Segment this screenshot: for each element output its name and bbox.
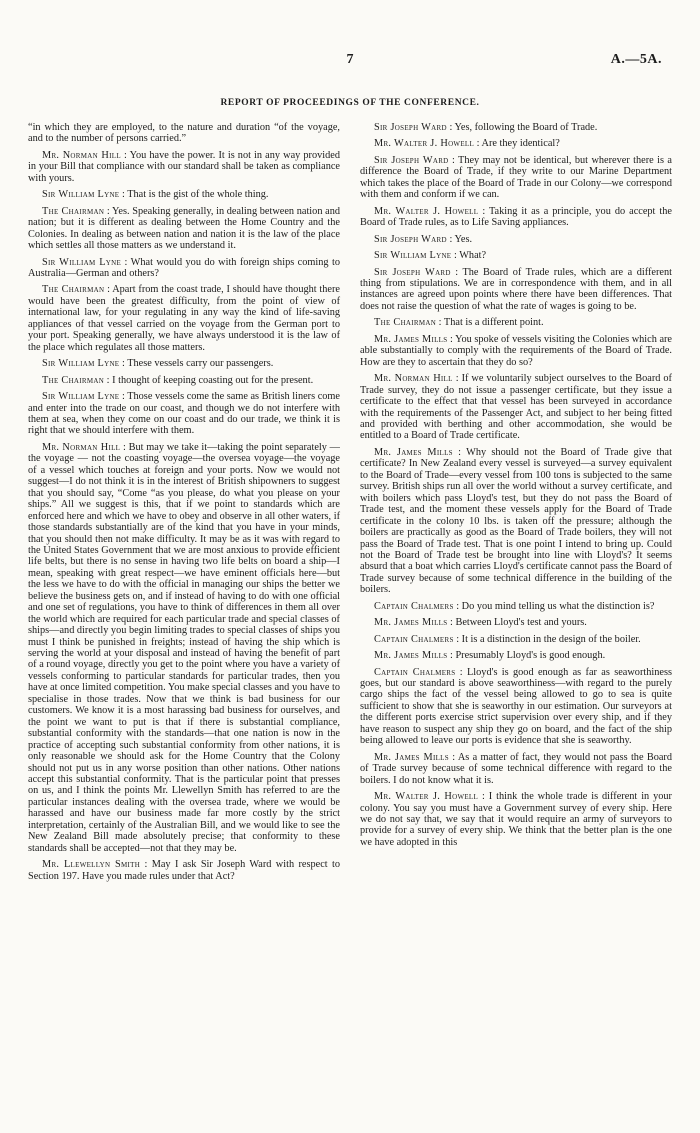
speaker-name: Mr. Walter J. Howell <box>374 791 479 803</box>
speaker-name: Sir William Lyne <box>42 358 120 370</box>
speaker-name: The Chairman <box>42 205 105 217</box>
speech-paragraph: Mr. Norman Hill : If we voluntarily subject ourselves to the Board of Trade survey, they do not issue a passenger certificate, but they issue a certificate to the effect that that vessel has been surveyed in accordance with the requirements of the Passenger Act, and subject to her being fitted and provided with berthing and other accommodation, she would be entitled to a Board of Trade certificate. <box>360 373 672 442</box>
speaker-name: Captain Chalmers <box>374 666 456 678</box>
text-columns <box>0 108 700 887</box>
speech-paragraph: “in which they are employed, to the nature and duration “of the voyage, and to the number of persons carried.” <box>28 122 340 145</box>
speech-paragraph: Mr. Walter J. Howell : Are they identical? <box>374 138 560 150</box>
speech-paragraph: The Chairman : I thought of keeping coasting out for the present. <box>42 374 314 386</box>
speaker-name: Captain Chalmers <box>374 633 454 645</box>
speech-paragraph: Mr. James Mills : As a matter of fact, they would not pass the Board of Trade survey because of some technical difference with regard to the boilers. I do not know what it is. <box>360 751 672 786</box>
speech-paragraph: Mr. Walter J. Howell : Taking it as a principle, you do accept the Board of Trade rules, as to Life Saving appliances. <box>360 205 672 229</box>
speech-paragraph: Mr. Norman Hill : You have the power. It is not in any way provided in your Bill that compliance with our standard shall be taken as compliance with yours. <box>28 149 340 184</box>
speaker-name: Mr. James Mills <box>374 650 448 662</box>
speaker-name: The Chairman <box>42 374 105 386</box>
speech-paragraph: Sir Joseph Ward : They may not be identical, but wherever there is a difference the Board of Trade, if they write to our Marine Department which takes the place of the Board of Trade in our Colony—we correspond with them and conform if we can. <box>360 154 672 201</box>
page-number: 7 <box>346 52 354 67</box>
speaker-name: The Chairman <box>374 317 437 329</box>
speech-paragraph: Sir William Lyne : What would you do with foreign ships coming to Australia—German and others? <box>28 256 340 279</box>
speech-paragraph: Captain Chalmers : Lloyd's is good enough as far as seaworthiness goes, but our standard is above seaworthiness—with regard to the purely cargo ships the fact of the vessel being allowed to go to sea is quite sufficient to show that she is seaworthy in our estimation. Our surveyors at the different ports exercise strict supervision over every ship, and if they have reason to suspect any ship they go on board, and the fact of the ship being allowed to leave our ports is evidence that she is seaworthy. <box>360 666 672 747</box>
speech-paragraph: Sir Joseph Ward : Yes, following the Board of Trade. <box>374 122 598 133</box>
speech-paragraph: The Chairman : Apart from the coast trade, I should have thought there would have been the greatest difficulty, from the point of view of international law, for your regulating in any way the kind of life-saving appliances of that vessel carried on the voyage from the German port to your port. Speaking generally, we have always understood it is the law of the place which regulates all those matters. <box>28 284 340 353</box>
column-right <box>360 122 672 887</box>
speaker-name: Mr. Llewellyn Smith <box>42 859 141 871</box>
speech-paragraph: Captain Chalmers : It is a distinction in the design of the boiler. <box>374 633 641 645</box>
speaker-name: Mr. James Mills <box>374 617 448 629</box>
column-left <box>28 122 340 887</box>
speaker-name: Sir Joseph Ward <box>374 154 449 166</box>
speaker-name: Sir William Lyne <box>42 189 120 201</box>
speech-paragraph: Mr. James Mills : Why should not the Board of Trade give that certificate? In New Zealand every vessel is surveyed—a survey equivalent to the Board of Trade—every vessel from 100 tons is subjected to the same survey. British ships run all over the world without a survey certificate, and with boilers which pass Lloyd's test, but they do not pass the Board of Trade test, and the moment these vessels apply for the Board of Trade certificate in the colony 10 lbs. is taken off the pressure; although the boilers are practically as good as the Board of Trade boilers, they will not pass the Board of Trade test. That is one point I intend to bring up. Could not the Board of Trade test be brought into line with Lloyd's? It seems absurd that a boat which carries Lloyd's certificate cannot pass the Board of Trade survey because of some technical difference in the building of the boilers. <box>360 446 672 596</box>
speech-paragraph: Mr. Norman Hill : But may we take it—taking the point separately — the voyage — not the coasting voyage—the oversea voyage—the voyage of a vessel which touches at foreign and your ports. Now we would not suggest—I do not think it is in the interest of British shipowners to suggest that you should say, “Come “as you please, do what you please on your ships.” All we suggest is this, that if we point to standards which are enforced here and which we have to obey and observe in all other waters, if those standards substantially are of the kind that you have in your minds, that you should then not make difficulty. It may be as it was with regard to the United States Government that we are most anxious to provide efficient life belts, but there is no sense in having two life belts on board a ship—I mean, speaking with great respect—we have eminent officials here—but the less we have to do with the official in managing our ships the better we believe the business gets on, and if instead of having to do with one official and one set of regulations, you have to think of differences in them all over the world which are required for each particular trade and special classes of ships—and directly you begin limiting trades to special classes of ships you must I think be punished in freights; instead of having the ship which is serving the world at your disposal and instead of having the benefit of part of a round voyage, directly you get to the point where you have a variety of vessels conforming to particular standards for particular trades, then you have at once limited competition. You make special classes and you have to specialise in those trades. Now that we think is bad business for our customers. We know it is a most harassing bad business for ourselves, and the point we want to put is that if there is substantial compliance, substantial conformity with the standards—that one nation is now in the practice of accepting such substantial conformity from other nations, it is only reasonable we should ask for the Home Country that the Colony should not put us in any worse position than other nations. Other nations accept this substantial conformity. That is the particular point that presses on us, and I think the points Mr. Llewellyn Smith has referred to are the particular instances dealing with the oversea trade, where we would be harassed and have our business made far more costly by the strict interpretation, certainly of the Australian Bill, and we would like to see the New Zealand Bill made absolutely precise; that conformity to these standards shall be accepted—not that they may be. <box>28 441 341 854</box>
speaker-name: The Chairman <box>42 284 105 296</box>
speech-paragraph: Captain Chalmers : Do you mind telling us what the distinction is? <box>374 600 655 612</box>
document-reference: A.—5A. <box>610 52 662 67</box>
speech-paragraph: Mr. Llewellyn Smith : May I ask Sir Joseph Ward with respect to Section 197. Have you made rules under that Act? <box>28 859 340 882</box>
speech-paragraph: Mr. James Mills : Between Lloyd's test and yours. <box>374 617 587 629</box>
speaker-name: Sir William Lyne <box>374 250 452 262</box>
speech-paragraph: Mr. Walter J. Howell : I think the whole trade is different in your colony. You say you must have a Government survey of every ship. Here we do not say that, we say that it would require an army of surveyors to provide for a survey of every ship. We think that the better plan is the one we have adopted in this <box>360 791 672 848</box>
speaker-name: Mr. James Mills <box>374 446 453 458</box>
speaker-name: Mr. James Mills <box>374 333 448 345</box>
speech-paragraph: Mr. James Mills : You spoke of vessels visiting the Colonies which are able substantially to comply with the requirements of the Board of Trade. How are they to ascertain that they do so? <box>360 333 673 368</box>
speech-paragraph: The Chairman : That is a different point. <box>374 317 544 329</box>
speaker-name: Sir Joseph Ward <box>374 266 451 278</box>
speaker-name: Sir William Lyne <box>42 391 120 403</box>
page-title: REPORT OF PROCEEDINGS OF THE CONFERENCE. <box>220 98 480 108</box>
page-header <box>0 0 700 72</box>
speaker-name: Sir William Lyne <box>42 256 122 268</box>
speaker-name: Captain Chalmers <box>374 600 454 612</box>
speaker-name: Sir Joseph Ward <box>374 233 447 245</box>
speaker-name: Mr. Norman Hill <box>42 441 121 453</box>
speaker-name: Mr. Walter J. Howell <box>374 138 475 150</box>
speaker-name: Sir Joseph Ward <box>374 122 447 133</box>
speech-paragraph: Sir William Lyne : What? <box>374 250 487 262</box>
speaker-name: Mr. Norman Hill <box>374 373 453 385</box>
speech-paragraph: Sir William Lyne : Those vessels come the same as British liners come and enter into the trade on our coast, and though we do not interfere with them at sea, when they come on our coast and do our trade, we think it is right that we should interfere with them. <box>28 391 340 437</box>
speaker-name: Mr. Norman Hill <box>42 149 121 161</box>
speech-paragraph: Mr. James Mills : Presumably Lloyd's is good enough. <box>374 650 606 662</box>
speaker-name: Mr. Walter J. Howell <box>374 205 479 217</box>
speech-paragraph: The Chairman : Yes. Speaking generally, in dealing between nation and nation; but it is different as dealing between the Home Country and the Colonies. In dealing as between nation and nation it is the law of the place which settles all those matters as we understand it. <box>28 205 340 252</box>
speech-paragraph: Sir William Lyne : That is the gist of the whole thing. <box>42 189 269 201</box>
speech-paragraph: Sir William Lyne : These vessels carry our passengers. <box>42 358 274 370</box>
speaker-name: Mr. James Mills <box>374 751 449 763</box>
speech-paragraph: Sir Joseph Ward : Yes. <box>374 233 473 245</box>
speech-paragraph: Sir Joseph Ward : The Board of Trade rules, which are a different thing from stipulations. We are in correspondence with them, and in all instances are agreed upon points where there have been differences. That does not raise the question of what the rate of wages is going to be. <box>360 266 672 312</box>
